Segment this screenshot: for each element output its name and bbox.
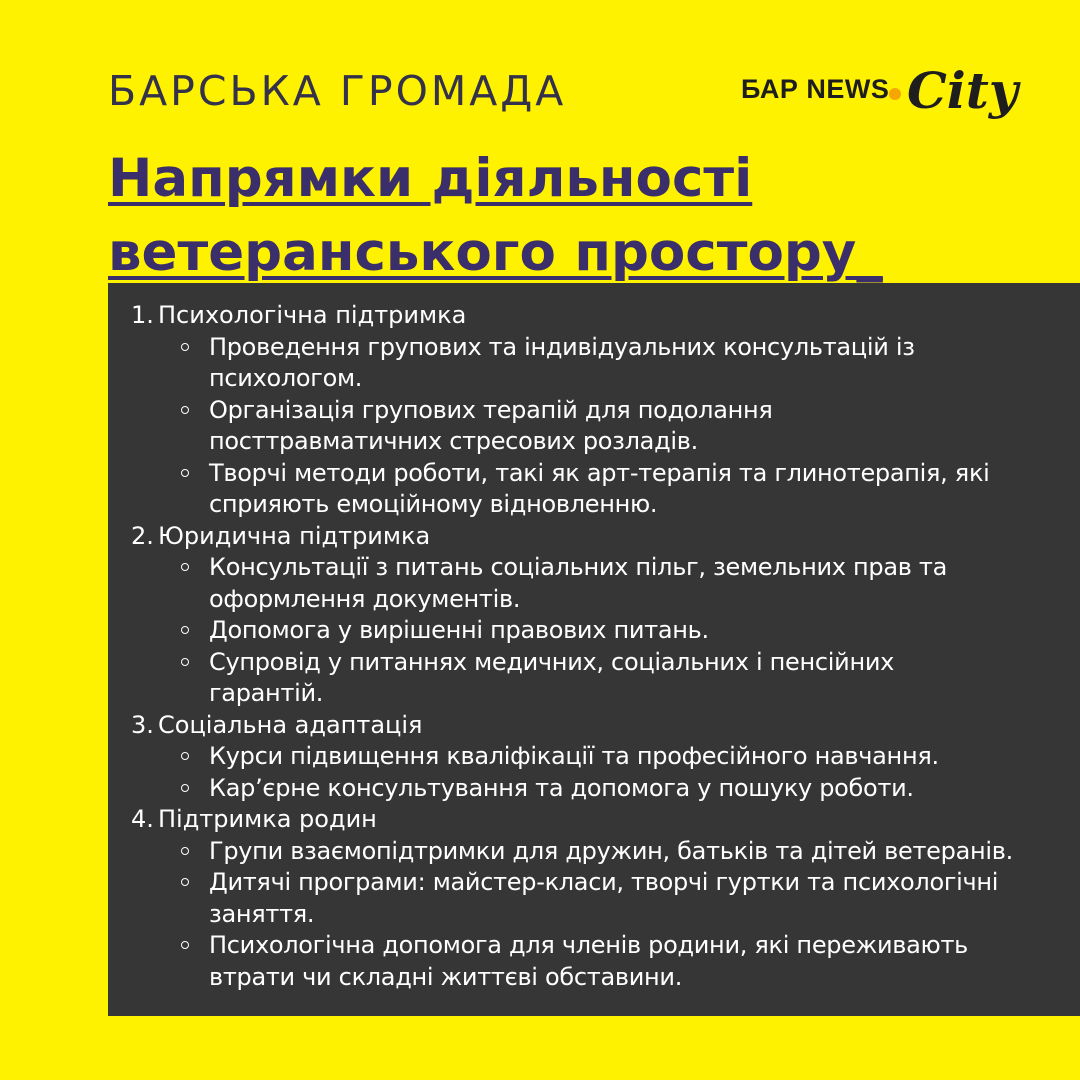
circle-bullet-icon bbox=[181, 847, 189, 855]
section-heading bbox=[131, 804, 1076, 836]
list-item bbox=[131, 867, 1076, 930]
list-item bbox=[131, 836, 1076, 868]
list-item bbox=[131, 647, 1076, 710]
list-item bbox=[131, 458, 1076, 521]
section-social-adaptation bbox=[131, 710, 1076, 805]
circle-bullet-icon bbox=[181, 752, 189, 760]
list-item bbox=[131, 615, 1076, 647]
list-item-line: Курси підвищення кваліфікації та професійного навчання. bbox=[209, 742, 939, 770]
list-item bbox=[131, 930, 1076, 993]
list-item-line: гарантій. bbox=[209, 679, 324, 707]
section-heading bbox=[131, 710, 1076, 742]
list-item bbox=[131, 395, 1076, 458]
list-item-line: Дитячі програми: майстер-класи, творчі гуртки та психологічні bbox=[209, 868, 999, 896]
section-number: 4. bbox=[131, 805, 154, 833]
circle-bullet-icon bbox=[181, 343, 189, 351]
section-title: Підтримка родин bbox=[158, 805, 377, 833]
list-item-line: сприяють емоційному відновленню. bbox=[209, 490, 658, 518]
section-title: Юридична підтримка bbox=[158, 521, 431, 550]
logo-city-text: City bbox=[907, 61, 1018, 120]
section-title: Соціальна адаптація bbox=[158, 710, 423, 739]
section-legal-support bbox=[131, 521, 1076, 710]
section-number: 1. bbox=[131, 301, 154, 329]
directions-list bbox=[131, 300, 1076, 993]
list-item-line: Творчі методи роботи, такі як арт-терапія та глинотерапія, які bbox=[209, 458, 990, 487]
list-item-line: посттравматичних стресових розладів. bbox=[209, 427, 698, 455]
page-title-line-2: ветеранського простору_ bbox=[108, 222, 883, 283]
logo-dot-icon bbox=[889, 88, 901, 100]
section-heading bbox=[131, 300, 1076, 332]
list-item bbox=[131, 773, 1076, 805]
section-family-support bbox=[131, 804, 1076, 993]
section-title: Психологічна підтримка bbox=[158, 301, 467, 329]
section-heading bbox=[131, 521, 1076, 553]
circle-bullet-icon bbox=[181, 469, 189, 477]
list-item-line: Кар’єрне консультування та допомога у пошуку роботи. bbox=[209, 773, 914, 802]
bar-news-city-logo bbox=[741, 52, 1018, 136]
circle-bullet-icon bbox=[181, 878, 189, 886]
list-item bbox=[131, 552, 1076, 615]
list-item-line: Супровід у питаннях медичних, соціальних і пенсійних bbox=[209, 647, 895, 676]
circle-bullet-icon bbox=[181, 406, 189, 414]
list-item bbox=[131, 332, 1076, 395]
list-item-line: втрати чи складні життєві обставини. bbox=[209, 962, 683, 991]
page-title-line-1: Напрямки діяльності bbox=[108, 148, 753, 209]
list-item-line: оформлення документів. bbox=[209, 584, 521, 613]
list-item-line: заняття. bbox=[209, 899, 315, 928]
circle-bullet-icon bbox=[181, 941, 189, 949]
list-item-line: психологом. bbox=[209, 364, 363, 392]
logo-city-script bbox=[905, 52, 1018, 136]
list-item-line: Допомога у вирішенні правових питань. bbox=[209, 616, 709, 644]
circle-bullet-icon bbox=[181, 563, 189, 571]
circle-bullet-icon bbox=[181, 658, 189, 666]
list-item-line: Групи взаємопідтримки для дружин, батьків та дітей ветеранів. bbox=[209, 836, 1013, 865]
circle-bullet-icon bbox=[181, 784, 189, 792]
community-label: БАРСЬКА ГРОМАДА bbox=[108, 67, 567, 115]
logo-brand-text: БАР NEWS bbox=[741, 74, 890, 104]
list-item-line: Проведення групових та індивідуальних консультацій із bbox=[209, 332, 915, 361]
section-psychological-support bbox=[131, 300, 1076, 521]
page-title bbox=[108, 142, 988, 290]
list-item-line: Організація групових терапій для подолання bbox=[209, 395, 773, 424]
section-number: 3. bbox=[131, 710, 154, 739]
list-item bbox=[131, 741, 1076, 773]
circle-bullet-icon bbox=[181, 626, 189, 634]
content-panel bbox=[108, 283, 1080, 1016]
list-item-line: Консультації з питань соціальних пільг, земельних прав та bbox=[209, 553, 948, 581]
list-item-line: Психологічна допомога для членів родини, які переживають bbox=[209, 931, 968, 959]
section-number: 2. bbox=[131, 521, 154, 550]
